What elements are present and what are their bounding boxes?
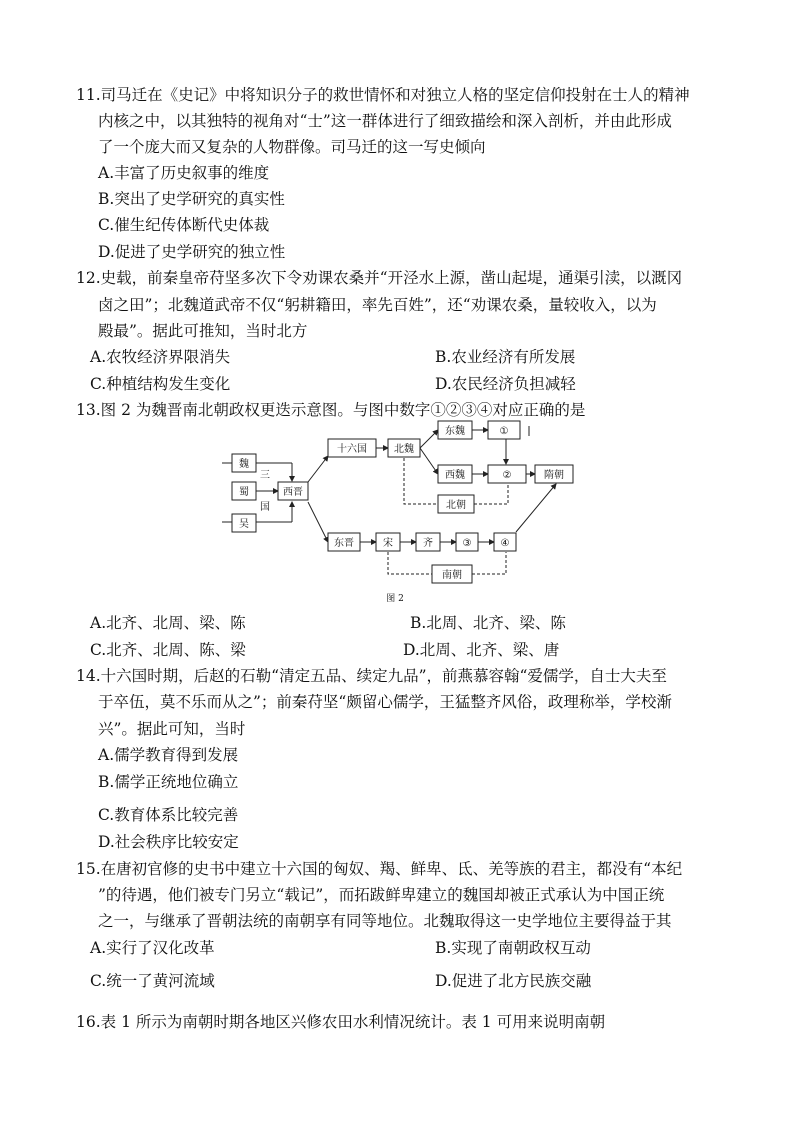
node-beiwei: 北魏: [394, 444, 414, 455]
node-3: ③: [462, 538, 472, 549]
q15-option-a: A.实行了汉化改革: [90, 939, 215, 957]
q11-stem-line2: 内核之中，以其独特的视角对“士”这一群体进行了细致描绘和深入剖析，并由此形成: [98, 112, 672, 130]
q12-stem-line1: 12.史载，前秦皇帝苻坚多次下令劝课农桑并“开泾水上源，凿山起堤，通渠引渎，以溉冈: [76, 269, 683, 287]
node-2: ②: [502, 470, 512, 481]
q13-option-a: A.北齐、北周、梁、陈: [90, 614, 246, 632]
q14-stem-line2: 于卒伍，莫不乐而从之”；前秦苻坚“颇留心儒学，王猛整齐风俗，政理称举，学校渐: [98, 693, 672, 711]
q13-option-c: C.北齐、北周、陈、梁: [90, 641, 246, 659]
q11-stem-line3: 了一个庞大而又复杂的人物群像。司马迁的这一写史倾向: [98, 138, 486, 156]
q12-option-b: B.农业经济有所发展: [435, 348, 576, 366]
q14-option-d: D.社会秩序比较安定: [98, 833, 239, 851]
q12-option-c: C.种植结构发生变化: [90, 375, 231, 393]
q15-stem-line1: 15.在唐初官修的史书中建立十六国的匈奴、羯、鲜卑、氐、羌等族的君主，都没有“本纪: [76, 860, 683, 878]
q13-option-b: B.北周、北齐、梁、陈: [410, 614, 566, 632]
q12-stem-line3: 殿最”。据此可推知，当时北方: [98, 322, 308, 340]
node-song: 宋: [383, 538, 393, 549]
q13-option-d: D.北周、北齐、梁、唐: [403, 641, 560, 659]
q14-option-c: C.教育体系比较完善: [98, 806, 239, 824]
q15-option-b: B.实现了南朝政权互动: [435, 939, 591, 957]
q11-option-d: D.促进了史学研究的独立性: [98, 243, 286, 261]
node-xijin: 西晋: [283, 487, 303, 498]
q16-stem-line1: 16.表 1 所示为南朝时期各地区兴修农田水利情况统计。表 1 可用来说明南朝: [76, 1013, 606, 1031]
q15-option-d: D.促进了北方民族交融: [435, 972, 592, 990]
q11-option-c: C.催生纪传体断代史体裁: [98, 216, 270, 234]
node-4: ④: [500, 538, 510, 549]
q12-stem-line2: 卤之田”；北魏道武帝不仅“躬耕籍田，率先百姓”，还“劝课农桑，量较收入，以为: [98, 296, 657, 314]
node-1: ①: [499, 426, 509, 437]
node-wu: 吴: [239, 519, 249, 530]
q15-stem-line3: 之一，与继承了晋朝法统的南朝享有同等地位。北魏取得这一史学地位主要得益于其: [98, 912, 672, 930]
q13-stem-line1: 13.图 2 为魏晋南北朝政权更迭示意图。与图中数字①②③④对应正确的是: [76, 401, 586, 419]
q14-option-b: B.儒学正统地位确立: [98, 773, 239, 791]
q11-option-b: B.突出了史学研究的真实性: [98, 190, 285, 208]
diagram-svg: [220, 418, 580, 618]
label-sanguo-1: 三: [260, 470, 270, 481]
q12-option-a: A.农牧经济界限消失: [90, 348, 231, 366]
label-sanguo-2: 国: [260, 502, 270, 513]
regime-succession-diagram: [220, 418, 580, 618]
node-beichao: 北朝: [446, 500, 466, 511]
q14-stem-line1: 14.十六国时期，后赵的石勒“清定五品、续定九品”，前燕慕容翰“爱儒学，自士大夫至: [76, 667, 667, 685]
q14-stem-line3: 兴”。据此可知，当时: [98, 720, 246, 738]
q15-stem-line2: ”的待遇，他们被专门另立“载记”，而拓跋鲜卑建立的魏国却被正式承认为中国正统: [98, 886, 665, 904]
q11-stem-line1: 11.司马迁在《史记》中将知识分子的救世情怀和对独立人格的坚定信仰投射在士人的精神: [76, 86, 690, 104]
node-dongjin: 东晋: [334, 538, 354, 549]
node-qi: 齐: [423, 538, 433, 549]
q14-option-a: A.儒学教育得到发展: [98, 746, 239, 764]
node-nanchao: 南朝: [442, 570, 462, 581]
node-shu: 蜀: [239, 487, 249, 498]
node-shiliuguo: 十六国: [337, 444, 367, 455]
node-xiwei: 西魏: [445, 470, 465, 481]
node-suichao: 隋朝: [544, 470, 564, 481]
node-dongwei: 东魏: [445, 426, 465, 437]
q15-option-c: C.统一了黄河流域: [90, 972, 215, 990]
q11-option-a: A.丰富了历史叙事的维度: [98, 164, 270, 182]
q12-option-d: D.农民经济负担减轻: [435, 375, 576, 393]
node-wei: 魏: [239, 459, 249, 470]
figure-caption: 图 2: [386, 594, 404, 604]
